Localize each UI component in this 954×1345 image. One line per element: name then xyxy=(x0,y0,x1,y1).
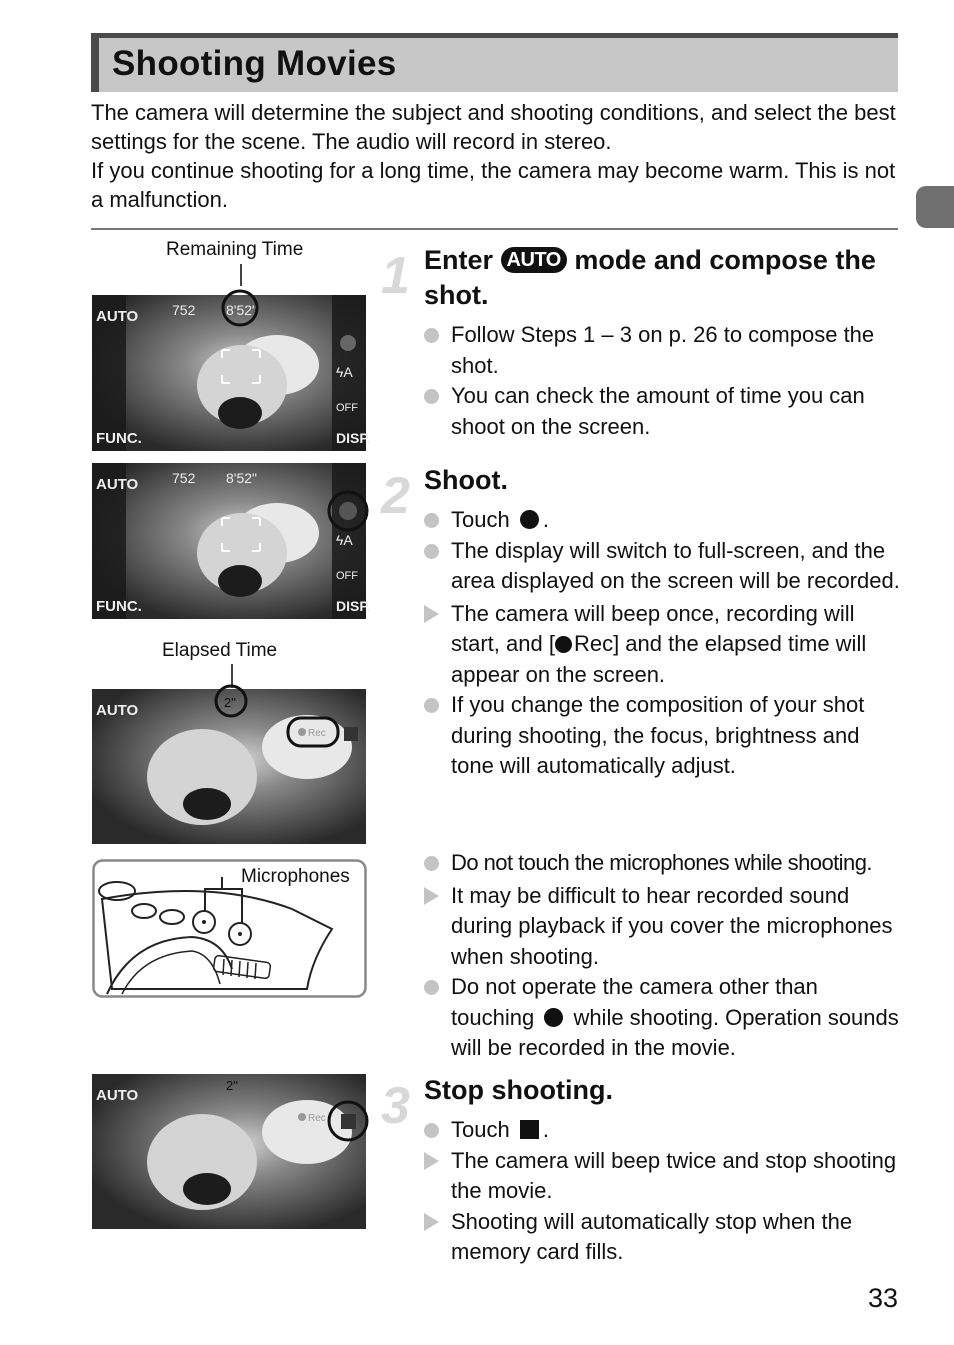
step-number-2: 2 xyxy=(381,467,410,525)
step-2-bullets xyxy=(424,505,900,782)
rec-dot-icon xyxy=(298,1113,306,1121)
step-1-title-pre: Enter xyxy=(424,245,494,275)
stop-button-icon[interactable] xyxy=(344,727,358,741)
record-button-icon[interactable] xyxy=(339,502,357,520)
result-arrow-icon xyxy=(424,605,439,623)
caption-remaining-time: Remaining Time xyxy=(166,239,304,260)
intro-paragraph-2: If you continue shooting for a long time, the camera may become warm. This is not a malfunction. xyxy=(91,158,896,212)
result-arrow-icon xyxy=(424,887,439,905)
list-item xyxy=(424,599,900,691)
remaining-time-readout: 8'52" xyxy=(226,302,258,318)
record-button-icon[interactable] xyxy=(340,335,356,351)
caption-leader-line xyxy=(231,664,233,688)
record-icon xyxy=(520,510,539,529)
bullet-text: You can check the amount of time you can shoot on the screen. xyxy=(451,383,865,439)
elapsed-time-readout: 2" xyxy=(226,1078,238,1093)
caption-microphones: Microphones xyxy=(241,866,350,887)
flash-icon[interactable]: ϟA xyxy=(336,364,353,380)
screen-image-3 xyxy=(92,689,366,844)
list-item xyxy=(424,1146,900,1207)
notes-list xyxy=(424,848,904,1064)
bullet-text: The camera will beep once, recording will start, and [ xyxy=(451,600,855,656)
record-icon xyxy=(555,636,572,653)
bullet-text: Touch xyxy=(451,507,510,532)
stop-icon xyxy=(520,1120,539,1139)
bullet-text: The display will switch to full-screen, and the area displayed on the screen will be recorded. xyxy=(451,537,900,593)
page-title: Shooting Movies xyxy=(112,44,397,83)
bullet-text: Do not operate the camera other than touching xyxy=(451,974,818,1030)
auto-mode-icon: AUTO xyxy=(501,247,567,273)
rec-label: Rec xyxy=(308,728,326,739)
list-item xyxy=(424,1207,900,1268)
bullet-text: . xyxy=(542,1117,549,1142)
bullet-dot-icon xyxy=(424,544,439,559)
bullet-text: Rec xyxy=(573,631,614,656)
list-item xyxy=(424,972,907,1064)
bullet-dot-icon xyxy=(424,513,439,528)
bullet-text: Shooting will automatically stop when the memory card fills. xyxy=(451,1208,853,1264)
list-item xyxy=(424,536,900,597)
bullet-text: ] and the elapsed time will appear on the screen. xyxy=(451,631,867,687)
bullet-dot-icon xyxy=(424,698,439,713)
auto-mode-indicator: AUTO xyxy=(96,308,139,325)
list-item xyxy=(424,690,900,782)
microphone-icon xyxy=(202,920,206,924)
self-timer-icon[interactable]: OFF xyxy=(336,402,358,414)
list-item xyxy=(424,881,907,973)
result-arrow-icon xyxy=(424,1152,439,1170)
list-item xyxy=(424,505,900,536)
microphone-icon xyxy=(238,932,242,936)
bullet-text: while shooting. Operation sounds will be recorded in the movie. xyxy=(451,1004,899,1060)
auto-mode-indicator: AUTO xyxy=(96,702,139,719)
bullet-text: The camera will beep twice and stop shooting the movie. xyxy=(451,1147,897,1203)
disp-button[interactable]: DISP. xyxy=(336,598,371,614)
bullet-text: Follow Steps 1 – 3 on p. 26 to compose the shot. xyxy=(451,322,875,378)
step-1-title xyxy=(424,243,904,313)
camera-illustration xyxy=(92,859,367,998)
auto-mode-indicator: AUTO xyxy=(96,1087,139,1104)
step-2-title: Shoot. xyxy=(424,465,508,495)
step-number-1: 1 xyxy=(381,247,410,305)
bullet-text: . xyxy=(542,507,549,532)
rec-label: Rec xyxy=(308,1113,326,1124)
self-timer-icon[interactable]: OFF xyxy=(336,570,358,582)
func-button[interactable]: FUNC. xyxy=(96,598,142,615)
remaining-time-readout: 8'52" xyxy=(226,470,258,486)
list-item xyxy=(424,381,900,442)
bullet-dot-icon xyxy=(424,1123,439,1138)
stop-button-icon[interactable] xyxy=(341,1114,356,1129)
title-accent xyxy=(91,38,99,92)
auto-mode-indicator: AUTO xyxy=(96,476,139,493)
bullet-text: If you change the composition of your shot during shooting, the focus, brightness and tone will automatically adjust. xyxy=(451,692,865,778)
step-3-bullets xyxy=(424,1115,900,1268)
step-number-3: 3 xyxy=(381,1077,410,1135)
step-1-title-post: mode and compose the shot. xyxy=(424,245,876,310)
list-item xyxy=(424,1115,900,1146)
rec-dot-icon xyxy=(298,728,306,736)
list-item xyxy=(424,848,904,879)
flash-icon[interactable]: ϟA xyxy=(336,532,353,548)
screen-image-4 xyxy=(92,1074,366,1229)
screen-image-1 xyxy=(92,295,371,451)
list-item xyxy=(424,320,900,381)
bullet-text: Touch xyxy=(451,1117,510,1142)
screen-image-2 xyxy=(92,463,371,619)
bullet-text: It may be difficult to hear recorded sound during playback if you cover the microphones when shooting. xyxy=(451,882,893,969)
intro-text xyxy=(91,98,901,214)
bullet-dot-icon xyxy=(424,328,439,343)
chapter-tab xyxy=(916,186,954,228)
bullet-text: Do not touch the microphones while shooting. xyxy=(451,850,872,875)
shots-remaining: 752 xyxy=(172,470,196,486)
step-3-title: Stop shooting. xyxy=(424,1075,613,1105)
bullet-dot-icon xyxy=(424,856,439,871)
bullet-dot-icon xyxy=(424,980,439,995)
divider xyxy=(91,228,898,230)
bullet-dot-icon xyxy=(424,389,439,404)
disp-button[interactable]: DISP. xyxy=(336,430,371,446)
elapsed-time-readout: 2" xyxy=(224,695,236,710)
func-button[interactable]: FUNC. xyxy=(96,430,142,447)
caption-elapsed-time: Elapsed Time xyxy=(162,640,278,661)
record-icon xyxy=(544,1008,563,1027)
step-1-bullets xyxy=(424,320,900,442)
caption-leader-line xyxy=(240,264,242,286)
page-title-bar xyxy=(91,33,898,92)
result-arrow-icon xyxy=(424,1213,439,1231)
page-number: 33 xyxy=(867,1283,898,1313)
intro-paragraph-1: The camera will determine the subject and shooting conditions, and select the best settings for the scene. The audio will record in stereo. xyxy=(91,100,896,154)
shots-remaining: 752 xyxy=(172,302,196,318)
